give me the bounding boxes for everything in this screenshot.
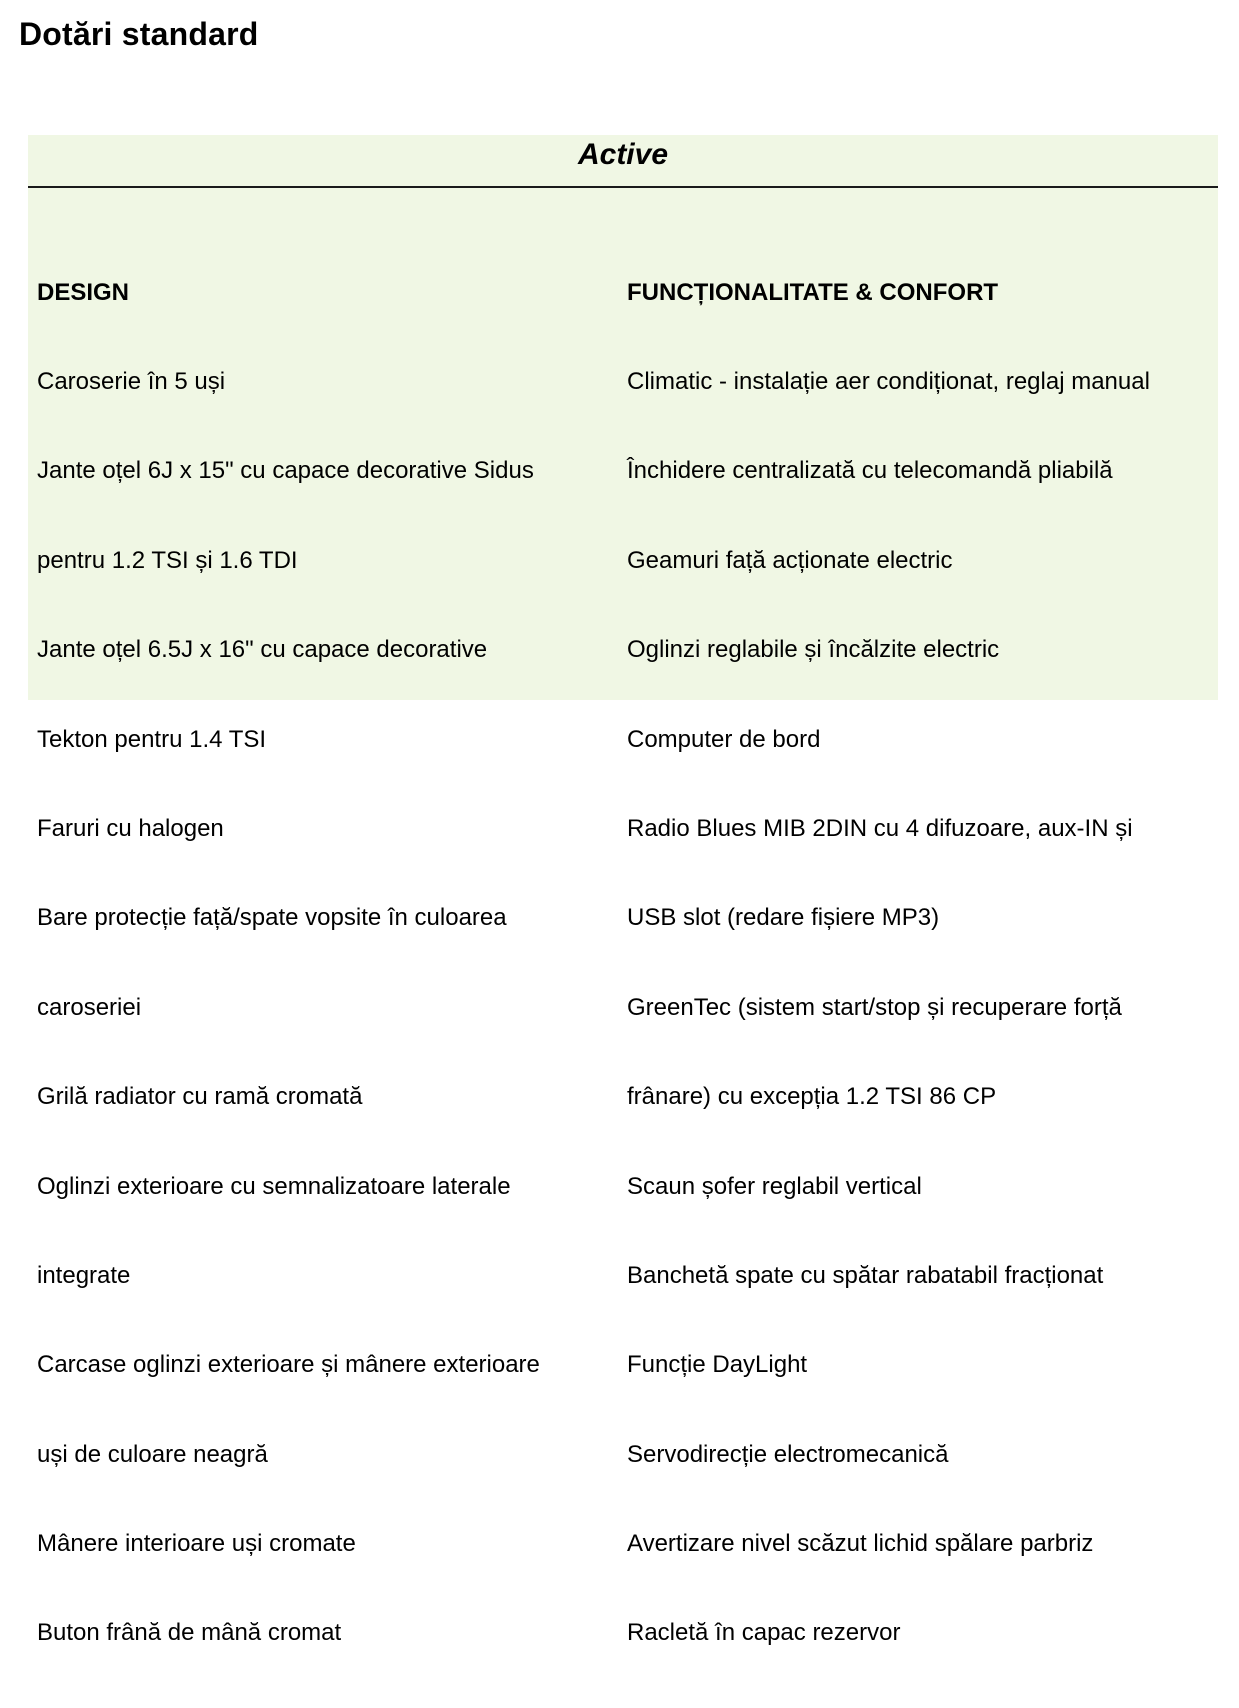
list-item: GreenTec (sistem start/stop și recuperare forță: [627, 993, 1122, 1021]
comfort-heading: FUNCȚIONALITATE & CONFORT: [627, 278, 999, 306]
list-item: Grilă radiator cu ramă cromată: [37, 1083, 363, 1111]
trim-level-header: Active: [577, 138, 669, 171]
list-item: USB slot (redare fișiere MP3): [627, 904, 940, 932]
equipment-panel: [28, 135, 1218, 1647]
list-item: Caroserie în 5 uși: [37, 367, 226, 395]
list-item: Geamuri față acționate electric: [627, 546, 953, 574]
header-divider: [28, 186, 1218, 188]
list-item: Oglinzi exterioare cu semnalizatoare laterale: [37, 1172, 511, 1200]
page-title: Dotări standard: [19, 16, 259, 52]
comfort-column: [627, 218, 1212, 1708]
list-item: caroseriei: [37, 993, 142, 1021]
list-item: Oglinzi reglabile și încălzite electric: [627, 636, 1000, 664]
list-item: Scaun șofer reglabil vertical: [627, 1172, 922, 1200]
list-item: Jante oțel 6.5J x 16" cu capace decorative: [37, 636, 488, 664]
list-item: integrate: [37, 1261, 131, 1289]
list-item: Tekton pentru 1.4 TSI: [37, 725, 267, 753]
list-item: Buton frână de mână cromat: [37, 1619, 342, 1647]
list-item: Faruri cu halogen: [37, 814, 224, 842]
list-item: Racletă în capac rezervor: [627, 1619, 901, 1647]
list-item: Mânere interioare uși cromate: [37, 1530, 356, 1558]
list-item: Computer de bord: [627, 725, 821, 753]
list-item: pentru 1.2 TSI și 1.6 TDI: [37, 546, 298, 574]
list-item: Avertizare nivel scăzut lichid spălare parbriz: [627, 1530, 1094, 1558]
list-item: Servodirecție electromecanică: [627, 1440, 949, 1468]
design-heading: DESIGN: [37, 278, 130, 306]
list-item: uși de culoare neagră: [37, 1440, 268, 1468]
list-item: Climatic - instalație aer condiționat, reglaj manual: [627, 367, 1150, 395]
list-item: Carcase oglinzi exterioare și mânere exterioare: [37, 1351, 540, 1379]
list-item: Funcție DayLight: [627, 1351, 808, 1379]
design-column: [37, 218, 607, 1708]
list-item: Închidere centralizată cu telecomandă pliabilă: [627, 457, 1113, 485]
list-item: Bare protecție față/spate vopsite în culoarea: [37, 904, 507, 932]
list-item: Jante oțel 6J x 15" cu capace decorative Sidus: [37, 457, 534, 485]
list-item: Banchetă spate cu spătar rabatabil fracționat: [627, 1261, 1104, 1289]
list-item: frânare) cu excepția 1.2 TSI 86 CP: [627, 1083, 997, 1111]
list-item: Radio Blues MIB 2DIN cu 4 difuzoare, aux-IN și: [627, 814, 1133, 842]
